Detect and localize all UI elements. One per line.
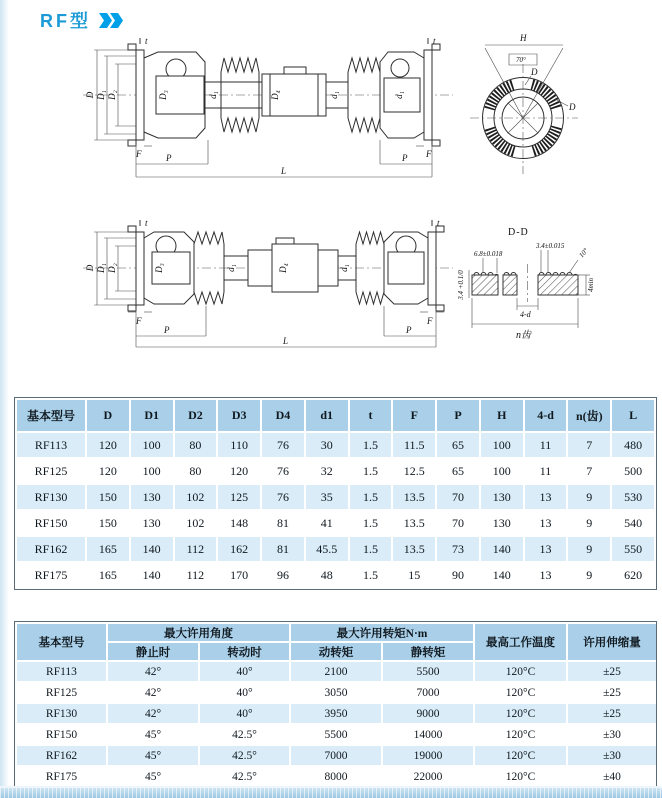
- dim-teeth: n齿: [516, 330, 531, 341]
- bottom-assembly-drawing: [58, 196, 468, 366]
- dim-t: t: [437, 218, 440, 228]
- performance-table: [15, 622, 658, 788]
- value-cell: 76: [262, 459, 304, 483]
- value-cell: 148: [218, 511, 260, 535]
- header-P: P: [437, 400, 479, 431]
- value-cell: 90: [437, 563, 479, 587]
- value-cell: 120°C: [475, 704, 566, 723]
- value-cell: 40°: [200, 704, 289, 723]
- value-cell: 130: [131, 511, 173, 535]
- dim-D3: D₃: [154, 263, 164, 273]
- value-cell: 11.5: [393, 433, 435, 457]
- table-row: [17, 537, 654, 561]
- value-cell: 42°: [108, 683, 198, 702]
- value-cell: 70: [437, 485, 479, 509]
- value-cell: 42.5°: [200, 767, 289, 786]
- value-cell: 40°: [200, 662, 289, 681]
- header-D4: D4: [262, 400, 304, 431]
- value-cell: 1.5: [350, 537, 392, 561]
- value-cell: 40°: [200, 683, 289, 702]
- value-cell: 1.5: [350, 433, 392, 457]
- value-cell: 13: [525, 511, 567, 535]
- value-cell: ±40: [568, 767, 656, 786]
- header-4d: 4-d: [525, 400, 567, 431]
- model-cell: RF113: [17, 662, 106, 681]
- value-cell: 7000: [291, 746, 381, 765]
- value-cell: 140: [131, 563, 173, 587]
- value-cell: 48: [306, 563, 348, 587]
- value-cell: 65: [437, 459, 479, 483]
- dim-D4: D₄: [278, 263, 288, 273]
- value-cell: 620: [612, 563, 654, 587]
- model-cell: RF162: [17, 746, 106, 765]
- value-cell: 65: [437, 433, 479, 457]
- dim-d1: d₁: [394, 91, 404, 99]
- dim-D: D: [569, 102, 576, 112]
- value-cell: 14000: [383, 725, 473, 744]
- value-cell: 162: [218, 537, 260, 561]
- value-cell: 140: [481, 537, 523, 561]
- value-cell: 130: [481, 511, 523, 535]
- value-cell: 13: [525, 537, 567, 561]
- value-cell: 45.5: [306, 537, 348, 561]
- value-cell: 120°C: [475, 767, 566, 786]
- value-cell: 100: [481, 433, 523, 457]
- model-cell: RF130: [17, 704, 106, 723]
- table-row: [17, 683, 656, 702]
- value-cell: 80: [175, 433, 217, 457]
- value-cell: 80: [175, 459, 217, 483]
- model-cell: RF150: [17, 725, 106, 744]
- dim-L: L: [281, 166, 287, 176]
- value-cell: 42.5°: [200, 725, 289, 744]
- section-title: D-D: [508, 227, 529, 238]
- table-row: [17, 725, 656, 744]
- model-cell: RF130: [17, 485, 85, 509]
- value-cell: 1.5: [350, 563, 392, 587]
- value-cell: 45°: [108, 746, 198, 765]
- value-cell: 165: [87, 537, 129, 561]
- value-cell: 11: [525, 459, 567, 483]
- table-row: [17, 511, 654, 535]
- value-cell: 100: [481, 459, 523, 483]
- table-row: [17, 563, 654, 587]
- top-assembly-drawing: [58, 36, 468, 201]
- value-cell: 150: [87, 511, 129, 535]
- dim-F: F: [136, 149, 142, 159]
- value-cell: 165: [87, 563, 129, 587]
- dim-flank-angle: 10°: [577, 246, 590, 260]
- header-torque-group: 最大许用转矩N·m: [291, 624, 473, 641]
- dim-D1: D₁: [96, 90, 106, 100]
- value-cell: 140: [131, 537, 173, 561]
- value-cell: 22000: [383, 767, 473, 786]
- value-cell: 550: [612, 537, 654, 561]
- value-cell: 19000: [383, 746, 473, 765]
- value-cell: 112: [175, 563, 217, 587]
- value-cell: 1.5: [350, 459, 392, 483]
- dim-D: D: [85, 91, 95, 99]
- section-dd-detail: [452, 206, 662, 351]
- performance-table-wrap: [14, 621, 657, 789]
- header-expansion: 许用伸缩量: [568, 624, 656, 660]
- value-cell: 530: [612, 485, 654, 509]
- value-cell: 125: [218, 485, 260, 509]
- value-cell: 130: [481, 485, 523, 509]
- page-footer-strip: [0, 786, 662, 798]
- value-cell: 120°C: [475, 725, 566, 744]
- dim-L: L: [283, 336, 289, 346]
- value-cell: 120°C: [475, 662, 566, 681]
- dim-d1: d₁: [329, 91, 339, 99]
- dim-pitch-one: 3.4±0.015: [536, 242, 565, 250]
- value-cell: 170: [218, 563, 260, 587]
- value-cell: 73: [437, 537, 479, 561]
- value-cell: 32: [306, 459, 348, 483]
- value-cell: 9: [568, 563, 610, 587]
- dim-P: P: [402, 153, 408, 163]
- value-cell: 110: [218, 433, 260, 457]
- value-cell: 102: [175, 485, 217, 509]
- header-d1: d1: [306, 400, 348, 431]
- value-cell: 76: [262, 485, 304, 509]
- page-title: RF型: [40, 11, 91, 31]
- value-cell: 480: [612, 433, 654, 457]
- dim-d1: d₁: [339, 264, 349, 272]
- value-cell: ±30: [568, 746, 656, 765]
- value-cell: 1.5: [350, 511, 392, 535]
- value-cell: 30: [306, 433, 348, 457]
- header-angle-group: 最大许用角度: [108, 624, 289, 641]
- value-cell: 120: [87, 433, 129, 457]
- value-cell: 42°: [108, 662, 198, 681]
- value-cell: 102: [175, 511, 217, 535]
- header-model: 基本型号: [17, 400, 85, 431]
- flange-face-detail: [458, 28, 638, 203]
- value-cell: 3050: [291, 683, 381, 702]
- table-row: [17, 662, 656, 681]
- value-cell: 13.5: [393, 511, 435, 535]
- header-model: 基本型号: [17, 624, 106, 660]
- table-row: [17, 767, 656, 786]
- dim-D1: D₁: [96, 263, 106, 273]
- header-temp: 最高工作温度: [475, 624, 566, 660]
- double-chevron-icon: [98, 13, 124, 28]
- value-cell: ±30: [568, 725, 656, 744]
- model-cell: RF162: [17, 537, 85, 561]
- dim-angle: 70°: [516, 56, 526, 64]
- page-title-row: [40, 7, 124, 33]
- dim-tooth-height: 3.4 +0.1/0: [457, 270, 465, 300]
- value-cell: 45°: [108, 725, 198, 744]
- value-cell: 100: [131, 433, 173, 457]
- model-cell: RF175: [17, 563, 85, 587]
- value-cell: 1.5: [350, 485, 392, 509]
- dim-d1: d₁: [208, 91, 218, 99]
- dim-min-depth: 4min: [587, 278, 595, 292]
- header-n: n(齿): [568, 400, 610, 431]
- model-cell: RF175: [17, 767, 106, 786]
- value-cell: 41: [306, 511, 348, 535]
- value-cell: 120: [87, 459, 129, 483]
- dim-D2: D₂: [107, 90, 117, 100]
- header-L: L: [612, 400, 654, 431]
- header-t: t: [350, 400, 392, 431]
- table-row: [17, 704, 656, 723]
- dim-H: H: [520, 33, 527, 43]
- header-D2: D2: [175, 400, 217, 431]
- header-H: H: [481, 400, 523, 431]
- dim-t: t: [145, 36, 148, 46]
- dim-D: D: [531, 67, 538, 77]
- value-cell: 9: [568, 537, 610, 561]
- value-cell: ±25: [568, 704, 656, 723]
- value-cell: 7: [568, 459, 610, 483]
- value-cell: 81: [262, 537, 304, 561]
- value-cell: 140: [481, 563, 523, 587]
- value-cell: 13: [525, 563, 567, 587]
- value-cell: 120°C: [475, 683, 566, 702]
- header-D3: D3: [218, 400, 260, 431]
- dim-t: t: [145, 218, 148, 228]
- dim-holes: 4-d: [520, 310, 531, 319]
- value-cell: 15: [393, 563, 435, 587]
- value-cell: ±25: [568, 683, 656, 702]
- value-cell: 150: [87, 485, 129, 509]
- value-cell: 13.5: [393, 485, 435, 509]
- value-cell: 112: [175, 537, 217, 561]
- value-cell: 70: [437, 511, 479, 535]
- header-F: F: [393, 400, 435, 431]
- header-D: D: [87, 400, 129, 431]
- dim-P: P: [406, 325, 412, 335]
- value-cell: 35: [306, 485, 348, 509]
- dim-F: F: [136, 316, 142, 326]
- dimensions-table-wrap: [14, 397, 657, 590]
- dim-D2: D₂: [107, 263, 117, 273]
- value-cell: 42.5°: [200, 746, 289, 765]
- value-cell: 500: [612, 459, 654, 483]
- value-cell: 42°: [108, 704, 198, 723]
- dim-pitch-two: 6.8±0.018: [474, 250, 503, 258]
- value-cell: 7: [568, 433, 610, 457]
- dim-D4: D₄: [270, 90, 280, 100]
- dim-D3: D₃: [158, 90, 168, 100]
- value-cell: 12.5: [393, 459, 435, 483]
- table-row: [17, 746, 656, 765]
- dim-P: P: [164, 325, 170, 335]
- value-cell: 76: [262, 433, 304, 457]
- table-row: [17, 485, 654, 509]
- value-cell: 96: [262, 563, 304, 587]
- value-cell: 7000: [383, 683, 473, 702]
- value-cell: 120°C: [475, 746, 566, 765]
- header-angle-static: 静止时: [108, 643, 198, 660]
- dim-t: t: [433, 36, 436, 46]
- page-left-edge: [0, 0, 9, 798]
- value-cell: 2100: [291, 662, 381, 681]
- table-row: [17, 459, 654, 483]
- value-cell: 13: [525, 485, 567, 509]
- dim-d1: d₁: [226, 264, 236, 272]
- value-cell: 5500: [291, 725, 381, 744]
- header-D1: D1: [131, 400, 173, 431]
- header-torque-dynamic: 动转矩: [291, 643, 381, 660]
- value-cell: 11: [525, 433, 567, 457]
- table-row: [17, 433, 654, 457]
- dim-P: P: [166, 153, 172, 163]
- value-cell: 120: [218, 459, 260, 483]
- dim-D: D: [85, 264, 95, 272]
- header-torque-static: 静转矩: [383, 643, 473, 660]
- header-row: [17, 400, 654, 431]
- value-cell: 45°: [108, 767, 198, 786]
- value-cell: 13.5: [393, 537, 435, 561]
- value-cell: 9: [568, 485, 610, 509]
- header-row-groups: [17, 624, 656, 641]
- value-cell: ±25: [568, 662, 656, 681]
- value-cell: 9000: [383, 704, 473, 723]
- value-cell: 130: [131, 485, 173, 509]
- value-cell: 5500: [383, 662, 473, 681]
- model-cell: RF150: [17, 511, 85, 535]
- value-cell: 9: [568, 511, 610, 535]
- model-cell: RF125: [17, 683, 106, 702]
- value-cell: 81: [262, 511, 304, 535]
- dim-F: F: [426, 149, 432, 159]
- dimensions-table: [15, 398, 656, 589]
- model-cell: RF125: [17, 459, 85, 483]
- dim-F: F: [427, 316, 433, 326]
- header-angle-rotating: 转动时: [200, 643, 289, 660]
- value-cell: 8000: [291, 767, 381, 786]
- value-cell: 3950: [291, 704, 381, 723]
- value-cell: 100: [131, 459, 173, 483]
- model-cell: RF113: [17, 433, 85, 457]
- value-cell: 540: [612, 511, 654, 535]
